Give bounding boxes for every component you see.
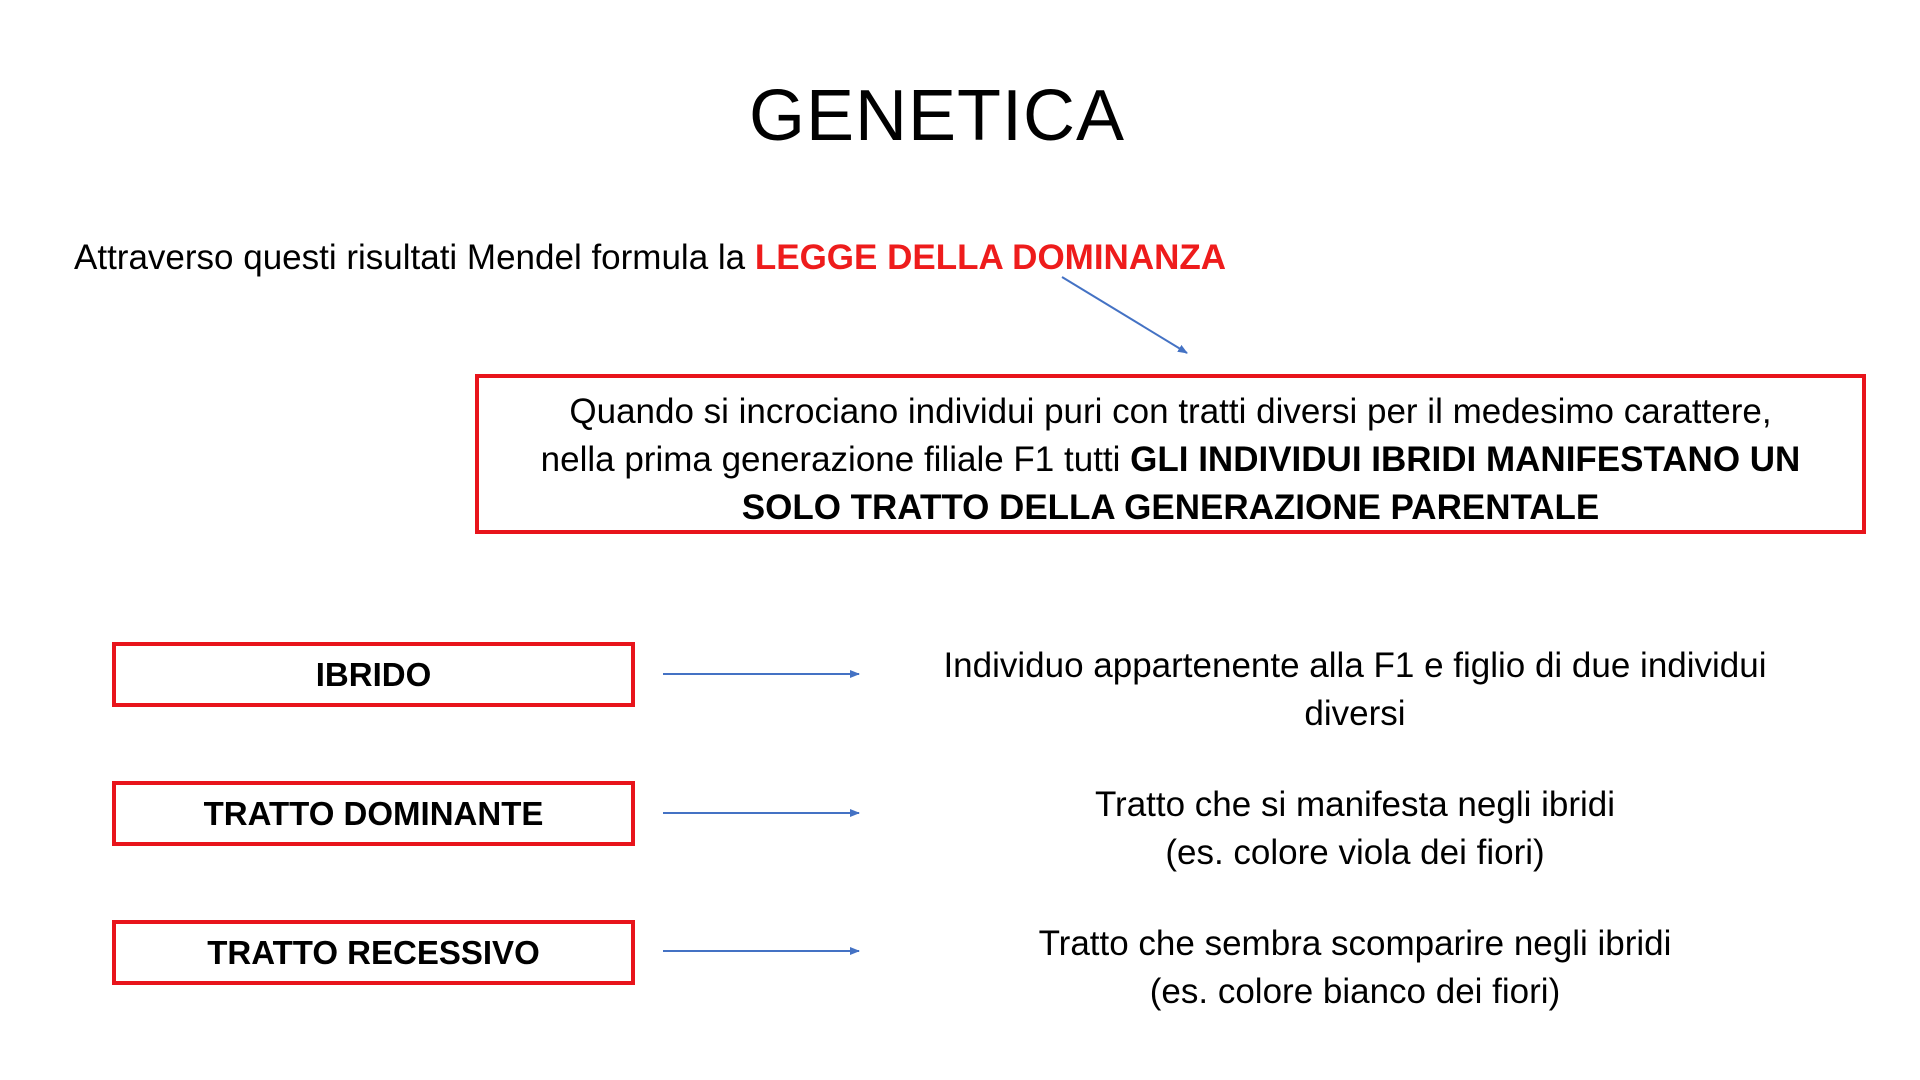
slide-title: GENETICA	[748, 76, 1126, 156]
definition-line: Individuo appartenente alla F1 e figlio di due individui	[943, 646, 1767, 685]
definition-line: diversi	[1304, 694, 1406, 733]
definition-line: (es. colore bianco dei fiori)	[1149, 972, 1561, 1011]
dominance-law-box	[475, 374, 1866, 534]
term-label: TRATTO DOMINANTE	[203, 794, 544, 832]
rule-line-3-bold: SOLO TRATTO DELLA GENERAZIONE PARENTALE	[741, 488, 1600, 527]
definition-tratto-dominante	[855, 781, 1855, 877]
definition-line: Tratto che sembra scomparire negli ibridi	[1038, 924, 1672, 963]
intro-sentence	[74, 234, 1226, 282]
term-box-ibrido	[112, 642, 635, 707]
rule-line-1: Quando si incrociano individui puri con tratti diversi per il medesimo carattere,	[569, 392, 1772, 431]
rule-line-2-plain: nella prima generazione filiale F1 tutti	[540, 440, 1131, 479]
definition-line: Tratto che si manifesta negli ibridi	[1094, 785, 1616, 824]
law-name: LEGGE DELLA DOMINANZA	[754, 238, 1227, 277]
term-label: TRATTO RECESSIVO	[207, 933, 540, 971]
rule-line-3	[499, 484, 1842, 532]
intro-text: Attraverso questi risultati Mendel formula la	[74, 238, 755, 277]
rule-line-2	[499, 436, 1842, 484]
term-label: IBRIDO	[315, 655, 432, 693]
definition-ibrido	[855, 642, 1855, 738]
term-box-tratto-recessivo	[112, 920, 635, 985]
arrow-right-icon	[1062, 277, 1187, 353]
rule-line-2-bold: GLI INDIVIDUI IBRIDI MANIFESTANO UN	[1130, 440, 1801, 479]
definition-tratto-recessivo	[855, 920, 1855, 1016]
definition-line: (es. colore viola dei fiori)	[1165, 833, 1545, 872]
term-box-tratto-dominante	[112, 781, 635, 846]
